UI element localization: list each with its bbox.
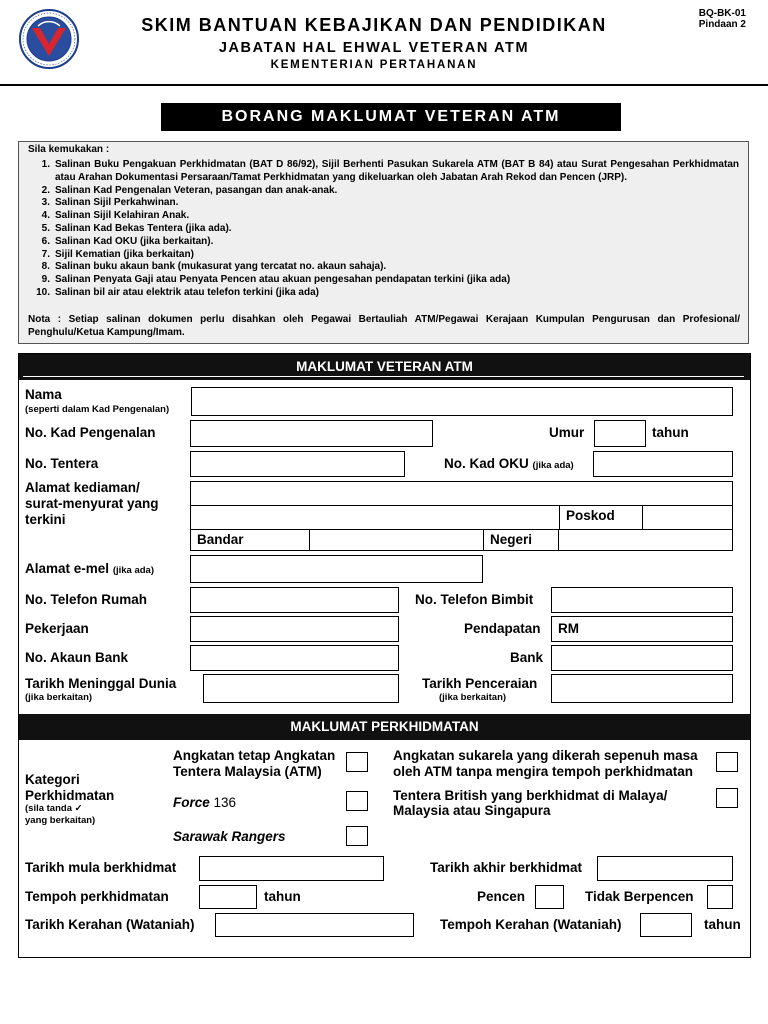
- bank-label: Bank: [510, 650, 544, 665]
- list-item: 8. Salinan buku akaun bank (mukasurat yang tercatat no. akaun sahaja).: [41, 261, 387, 273]
- option-volunteer-label-1: Angkatan sukarela yang dikerah sepenuh masa: [393, 748, 698, 763]
- duration-label: Tempoh perkhidmatan: [25, 889, 169, 904]
- account-field[interactable]: [190, 645, 399, 671]
- name-label: Nama: [25, 387, 62, 402]
- requirements-note: Nota : Setiap salinan dokumen perlu disahkan oleh Pegawai Bertauliah ATM/Pegawai Kerajaan Kumpulan Pengurusan dan Profesional/ Penghulu/Ketua Kampung/Imam.: [28, 314, 740, 338]
- duration-field[interactable]: [199, 885, 257, 909]
- no-pension-checkbox[interactable]: [707, 885, 733, 909]
- end-date-label: Tarikh akhir berkhidmat: [430, 860, 583, 875]
- postcode-field[interactable]: [642, 505, 733, 530]
- address-line-2[interactable]: [190, 505, 560, 530]
- category-label-2: Perkhidmatan: [25, 788, 115, 803]
- option-force-checkbox[interactable]: [346, 791, 368, 811]
- email-field[interactable]: [190, 555, 483, 583]
- no-pension-label: Tidak Berpencen: [585, 889, 694, 904]
- home-phone-field[interactable]: [190, 587, 399, 613]
- income-field[interactable]: RM: [551, 616, 733, 642]
- option-volunteer-label-2: oleh ATM tanpa mengira tempoh perkhidmatan: [393, 764, 694, 779]
- age-field[interactable]: [594, 420, 646, 447]
- service-section-heading: MAKLUMAT PERKHIDMATAN: [19, 714, 750, 740]
- option-regular-label-2: Tentera Malaysia (ATM): [173, 764, 322, 779]
- home-phone-label: No. Telefon Rumah: [25, 592, 148, 607]
- city-label: Bandar: [190, 529, 310, 551]
- option-regular-checkbox[interactable]: [346, 752, 368, 772]
- watan-duration-field[interactable]: [640, 913, 692, 937]
- option-regular-label-1: Angkatan tetap Angkatan: [173, 748, 336, 763]
- watan-date-label: Tarikh Kerahan (Wataniah): [25, 917, 195, 932]
- ministry-name: KEMENTERIAN PERTAHANAN: [270, 59, 478, 71]
- income-label: Pendapatan: [464, 621, 541, 636]
- veteran-section-heading: MAKLUMAT VETERAN ATM: [19, 354, 750, 380]
- start-date-label: Tarikh mula berkhidmat: [25, 860, 177, 875]
- option-sarawak-label: Sarawak Rangers: [173, 829, 286, 844]
- army-no-field[interactable]: [190, 451, 405, 477]
- list-item: 4. Salinan Sijil Kelahiran Anak.: [41, 210, 190, 222]
- name-sublabel: (seperti dalam Kad Pengenalan): [25, 404, 170, 415]
- form-code: BQ-BK-01: [698, 8, 746, 19]
- address-label-3: terkini: [25, 512, 66, 527]
- age-unit: tahun: [652, 425, 689, 440]
- list-item: 7. Sijil Kematian (jika berkaitan): [41, 248, 194, 260]
- requirements-intro: Sila kemukakan :: [28, 144, 110, 155]
- state-label: Negeri: [483, 529, 559, 551]
- divorce-date-field[interactable]: [551, 674, 733, 703]
- list-item: 10. Salinan bil air atau elektrik atau telefon terkini (jika ada): [36, 286, 319, 298]
- email-label: Alamat e-mel (jika ada): [25, 561, 154, 576]
- address-label-1: Alamat kediaman/: [25, 480, 140, 495]
- divorce-label: Tarikh Penceraian: [422, 676, 538, 691]
- oku-field[interactable]: [593, 451, 733, 477]
- job-label: Pekerjaan: [25, 621, 89, 636]
- form-title: BORANG MAKLUMAT VETERAN ATM: [161, 103, 621, 131]
- list-item: 1. Salinan Buku Pengakuan Perkhidmatan (BAT D 86/92), Sijil Berhenti Pasukan Sukarela ATM (BAT B 84) atau Surat Pengesahan Perkhidmatan atau Arahan Dokumentasi Persaraan/Tamat Perkhidmatan yang dikeluarkan oleh Jabatan Arah Rekod dan Pencen (JRP).: [41, 159, 739, 183]
- postcode-label: Poskod: [559, 505, 643, 530]
- pension-checkbox[interactable]: [535, 885, 564, 909]
- option-volunteer-checkbox[interactable]: [716, 752, 738, 772]
- duration-unit: tahun: [264, 889, 301, 904]
- category-sublabel-1: (sila tanda ✓: [25, 803, 83, 814]
- form-revision: Pindaan 2: [698, 19, 746, 30]
- divorce-sublabel: (jika berkaitan): [439, 692, 507, 703]
- option-british-label-1: Tentera British yang berkhidmat di Malaya/: [393, 788, 668, 803]
- option-british-label-2: Malaysia atau Singapura: [393, 803, 551, 818]
- requirements-list: [19, 159, 739, 300]
- mobile-label: No. Telefon Bimbit: [415, 592, 534, 607]
- death-label: Tarikh Meninggal Dunia: [25, 676, 177, 691]
- account-label: No. Akaun Bank: [25, 650, 129, 665]
- form-code-block: [699, 8, 746, 30]
- category-label-1: Kategori: [25, 772, 80, 787]
- state-field[interactable]: [558, 529, 733, 551]
- address-line-1[interactable]: [190, 481, 733, 506]
- option-british-checkbox[interactable]: [716, 788, 738, 808]
- requirements-box: [18, 141, 749, 344]
- death-date-field[interactable]: [203, 674, 399, 703]
- list-item: 9. Salinan Penyata Gaji atau Penyata Pencen atau akuan pengesahan pendapatan terkini (jika ada): [41, 274, 511, 286]
- address-label-2: surat-menyurat yang: [25, 496, 159, 511]
- watan-duration-label: Tempoh Kerahan (Wataniah): [440, 917, 622, 932]
- city-field[interactable]: [309, 529, 484, 551]
- header-divider: [0, 84, 768, 86]
- list-item: 6. Salinan Kad OKU (jika berkaitan).: [41, 235, 214, 247]
- age-label: Umur: [549, 425, 585, 440]
- oku-label: No. Kad OKU (jika ada): [444, 456, 574, 471]
- list-item: 3. Salinan Sijil Perkahwinan.: [41, 197, 179, 209]
- option-force-label: Force 136: [173, 795, 237, 810]
- list-item: 2. Salinan Kad Pengenalan Veteran, pasangan dan anak-anak.: [41, 184, 338, 196]
- pension-label: Pencen: [477, 889, 526, 904]
- watan-date-field[interactable]: [215, 913, 414, 937]
- list-item: 5. Salinan Kad Bekas Tentera (jika ada).: [41, 222, 232, 234]
- army-no-label: No. Tentera: [25, 456, 99, 471]
- end-date-field[interactable]: [597, 856, 733, 881]
- ic-field[interactable]: [190, 420, 433, 447]
- section-underline: [23, 376, 744, 377]
- death-sublabel: (jika berkaitan): [25, 692, 93, 703]
- watan-duration-unit: tahun: [704, 917, 741, 932]
- start-date-field[interactable]: [199, 856, 384, 881]
- mobile-field[interactable]: [551, 587, 733, 613]
- ic-label: No. Kad Pengenalan: [25, 425, 156, 440]
- category-sublabel-2: yang berkaitan): [25, 815, 96, 826]
- option-sarawak-checkbox[interactable]: [346, 826, 368, 846]
- bank-field[interactable]: [551, 645, 733, 671]
- department-name: JABATAN HAL EHWAL VETERAN ATM: [218, 40, 530, 56]
- job-field[interactable]: [190, 616, 399, 642]
- name-field[interactable]: [191, 387, 733, 416]
- scheme-title: SKIM BANTUAN KEBAJIKAN DAN PENDIDIKAN: [141, 15, 607, 35]
